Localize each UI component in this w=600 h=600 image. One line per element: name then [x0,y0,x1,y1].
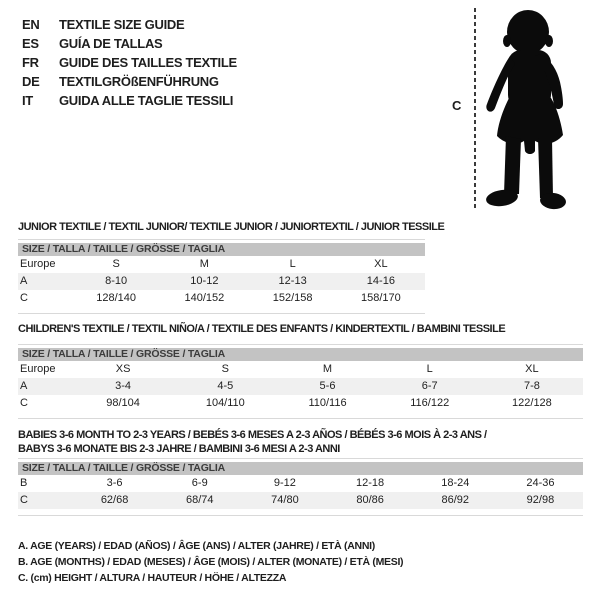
table-cell: 152/158 [272,292,313,304]
table-cell: 74/80 [271,494,299,506]
table-cell: 3-4 [115,380,132,392]
size-section-junior [18,220,444,314]
table-cell: 7-8 [523,380,540,392]
size-table-children [18,344,583,419]
language-code: EN [22,17,40,32]
height-measure-label: C [452,98,462,113]
table-cell: XL [525,363,539,375]
language-title: GUIDE DES TAILLES TEXTILE [59,55,237,70]
table-row [18,273,425,290]
table-cell: 110/116 [308,397,347,409]
table-size-header: SIZE / TALLA / TAILLE / GRÖSSE / TAGLIA [18,243,425,256]
size-section-babies [18,428,583,516]
table-row [18,361,583,378]
table-cell: 6-7 [421,380,438,392]
toddler-silhouette [483,8,580,210]
footnote-line: C. (cm) HEIGHT / ALTURA / HAUTEUR / HÖHE / ALTEZZA [18,572,287,584]
table-cell: 18-24 [441,477,470,489]
row-label: C [20,397,28,409]
table-cell: 128/140 [96,292,136,304]
table-cell: 68/74 [185,494,214,506]
table-cell: 14-16 [366,275,395,287]
language-row [22,53,237,72]
table-cell: L [289,258,296,270]
row-label: A [20,380,28,392]
language-code: FR [22,55,39,70]
table-cell: S [221,363,229,375]
language-title: GUÍA DE TALLAS [59,36,163,51]
language-row [22,34,237,53]
table-row [18,256,425,273]
table-cell: 12-18 [356,477,385,489]
language-row [22,91,237,110]
table-row [18,290,425,307]
size-table-junior [18,239,425,314]
table-row [18,395,583,412]
table-row [18,492,583,509]
table-cell: 122/128 [512,397,552,409]
footnote-line: A. AGE (YEARS) / EDAD (AÑOS) / ÂGE (ANS) / ALTER (JAHRE) / ETÀ (ANNI) [18,540,375,552]
table-row [18,475,583,492]
language-title: GUIDA ALLE TAGLIE TESSILI [59,93,234,108]
section-title: JUNIOR TEXTILE / TEXTIL JUNIOR/ TEXTILE JUNIOR / JUNIORTEXTIL / JUNIOR TESSILE [18,221,445,233]
table-size-header: SIZE / TALLA / TAILLE / GRÖSSE / TAGLIA [18,462,583,475]
table-cell: M [199,258,209,270]
language-title: TEXTILE SIZE GUIDE [59,17,185,32]
table-cell: 9-12 [273,477,296,489]
table-row [18,378,583,395]
table-cell: 4-5 [217,380,234,392]
section-title: CHILDREN'S TEXTILE / TEXTIL NIÑO/A / TEXTILE DES ENFANTS / KINDERTEXTIL / BAMBINI TESSILE [18,323,506,335]
table-cell: 86/92 [441,494,470,506]
table-cell: L [426,363,433,375]
language-code: DE [22,74,40,89]
table-cell: 158/170 [360,292,401,304]
language-title-list [22,15,237,110]
row-label: Europe [20,363,56,375]
table-cell: 80/86 [356,494,384,506]
footnote-line: B. AGE (MONTHS) / EDAD (MESES) / ÂGE (MOIS) / ALTER (MONATE) / ETÀ (MESI) [18,556,404,568]
table-cell: 3-6 [106,477,123,489]
table-cell: 10-12 [190,275,219,287]
table-cell: 104/110 [205,397,245,409]
row-label: A [20,275,28,287]
table-cell: 6-9 [191,477,208,489]
language-row [22,72,237,91]
table-cell: 5-6 [319,380,336,392]
table-cell: 12-13 [278,275,307,287]
language-code: ES [22,36,39,51]
table-cell: XS [115,363,131,375]
toddler-silhouette-shapes [485,10,567,210]
row-label: C [20,494,28,506]
table-size-header: SIZE / TALLA / TAILLE / GRÖSSE / TAGLIA [18,348,583,361]
row-label: Europe [20,258,56,270]
section-title: BABIES 3-6 MONTH TO 2-3 YEARS / BEBÉS 3-6 MESES A 2-3 AÑOS / BÉBÉS 3-6 MOIS À 2-3 ANS / [18,429,487,441]
table-cell: 98/104 [106,397,140,409]
table-cell: M [322,363,333,375]
table-cell: 92/98 [526,494,555,506]
table-cell: 24-36 [526,477,555,489]
table-cell: 140/152 [184,292,225,304]
section-title: BABYS 3-6 MONATE BIS 2-3 JAHRE / BAMBINI 3-6 MESI A 2-3 ANNI [18,443,340,455]
language-code: IT [22,93,33,108]
table-cell: 62/68 [100,494,129,506]
size-section-children [18,322,583,419]
table-cell: XL [374,258,388,270]
table-cell: 116/122 [410,397,450,409]
height-dotted-line [474,8,476,208]
language-title: TEXTILGRÖßENFÜHRUNG [59,74,219,89]
row-label: B [20,477,28,489]
table-cell: S [112,258,120,270]
size-table-babies [18,458,583,516]
table-cell: 8-10 [105,275,128,287]
footnote-list [18,538,403,586]
row-label: C [20,292,28,304]
language-row [22,15,237,34]
